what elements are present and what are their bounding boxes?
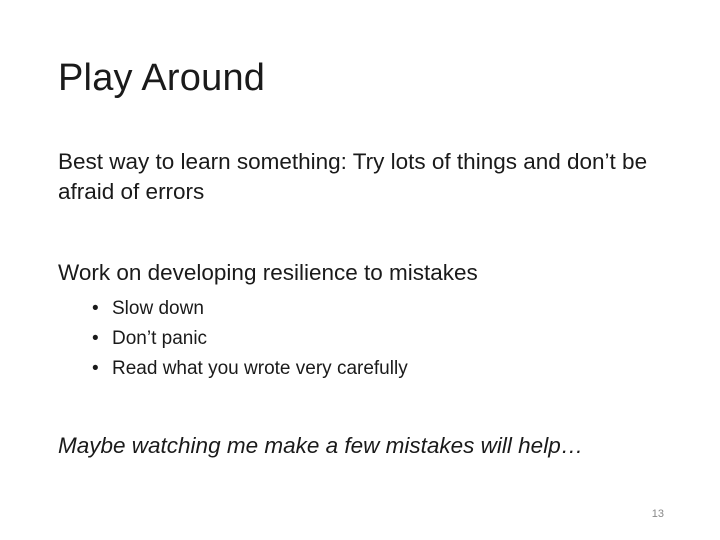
bullet-item (92, 324, 408, 354)
paragraph-learning-tip: Best way to learn something: Try lots of things and don’t be afraid of errors (58, 149, 648, 204)
slide-title: Play Around (58, 57, 266, 99)
bullet-item (92, 354, 408, 384)
bullet-icon: • (92, 328, 99, 349)
closing-remark: Maybe watching me make a few mistakes will help… (58, 433, 584, 458)
bullet-item (92, 294, 408, 324)
page-number: 13 (651, 508, 664, 520)
bullet-icon: • (92, 358, 99, 379)
paragraph-resilience: Work on developing resilience to mistakes (58, 260, 478, 285)
bullet-text: Slow down (112, 298, 204, 319)
bullet-text: Don’t panic (112, 328, 208, 349)
bullet-icon: • (92, 298, 99, 319)
bullet-list (92, 294, 408, 384)
bullet-text: Read what you wrote very carefully (112, 358, 408, 379)
